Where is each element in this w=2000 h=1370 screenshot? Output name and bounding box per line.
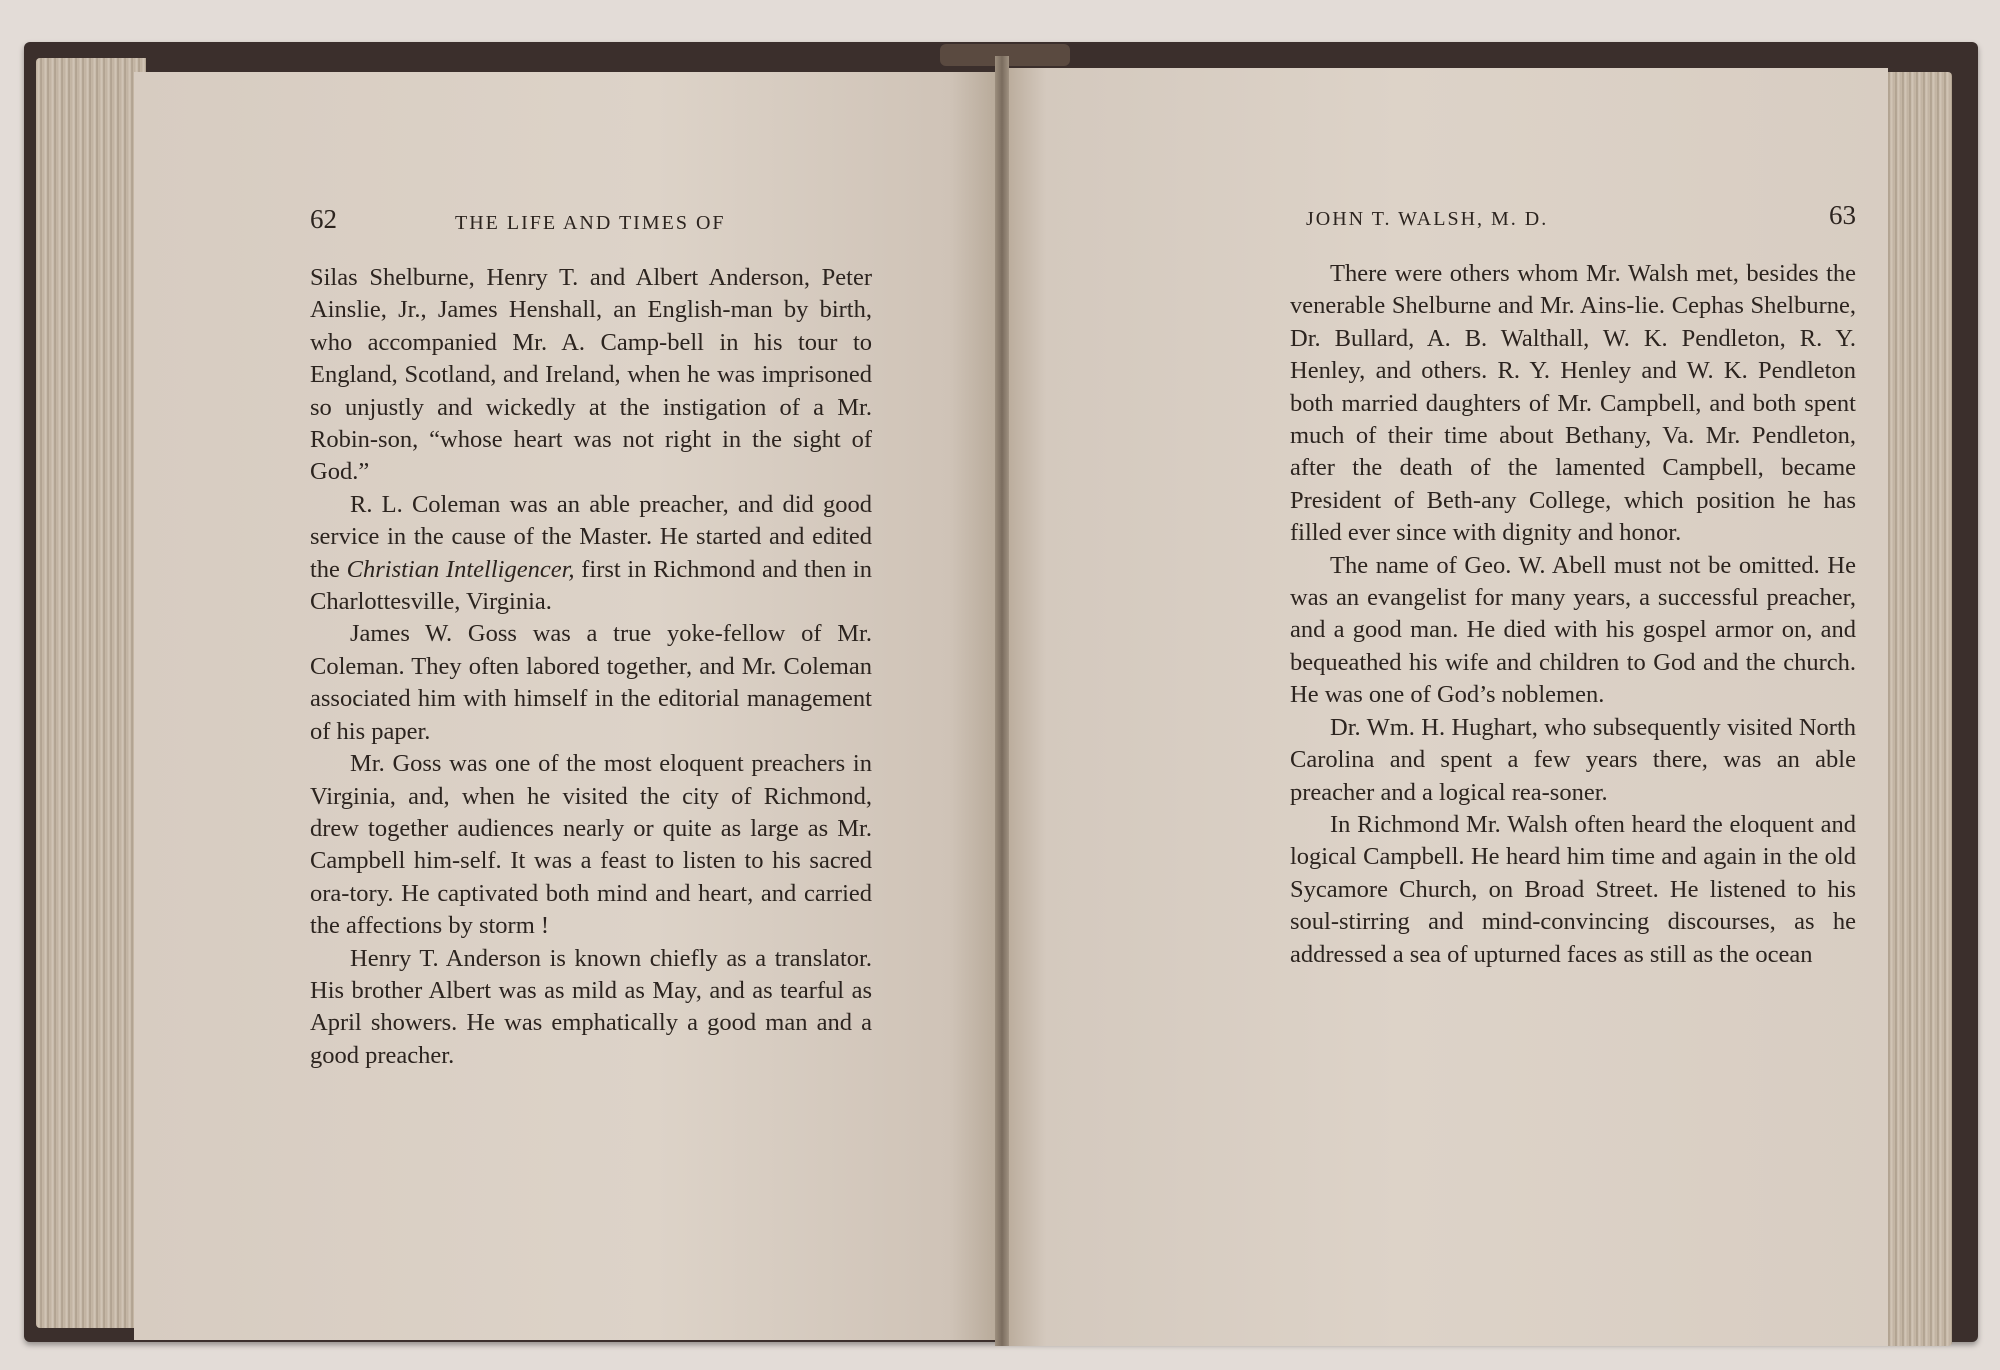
left-page <box>134 72 1002 1340</box>
page-edges-left <box>36 58 146 1328</box>
right-page-header <box>1306 200 1856 248</box>
left-paragraph-2-end: first in Richmond and then in Charlottesville, Virginia. <box>310 555 872 616</box>
left-page-number: 62 <box>310 204 337 234</box>
left-paragraph-3: James W. Goss was a true yoke-fellow of Mr. Coleman. They often labored together, and Mr. Coleman associated him with himself in the editorial management of his paper. <box>310 620 872 745</box>
right-paragraph-1: There were others whom Mr. Walsh met, besides the venerable Shelburne and Mr. Ains-lie. Cephas Shelburne, Dr. Bullard, A. B. Walthall, W. K. Pendleton, R. Y. Henley, and others. R. Y. Henley and W. K. Pendleton both married daughters of Mr. Campbell, and both spent much of their time about Bethany, Va. Mr. Pendleton, after the death of the lamented Campbell, became President of Beth-any College, which position he has filled ever since with dignity and honor. <box>1290 260 1856 547</box>
right-paragraph-4: In Richmond Mr. Walsh often heard the eloquent and logical Campbell. He heard him time and again in the old Sycamore Church, on Broad Street. He listened to his soul-stirring and mind-convincing discourses, as he addressed a sea of upturned faces as still as the ocean <box>1290 810 1856 968</box>
left-paragraph-1: Silas Shelburne, Henry T. and Albert Anderson, Peter Ainslie, Jr., James Henshall, an English-man by birth, who accompanied Mr. A. Camp-bell in his tour to England, Scotland, and Ireland, when he was imprisoned so unjustly and wickedly at the instigation of a Mr. Robin-son, “whose heart was not right in the sight of God.” <box>310 264 872 486</box>
right-paragraph-2: The name of Geo. W. Abell must not be omitted. He was an evangelist for many years, a successful preacher, and a good man. He died with his gospel armor on, and bequeathed his wife and children to God and the church. He was one of God’s noblemen. <box>1290 551 1856 709</box>
left-paragraph-5: Henry T. Anderson is known chiefly as a translator. His brother Albert was as mild as May, and as tearful as April showers. He was emphatically a good man and a good preacher. <box>310 944 872 1069</box>
right-running-head: JOHN T. WALSH, M. D. <box>1306 208 1549 230</box>
left-paragraph-2 <box>310 489 872 619</box>
left-page-header <box>310 204 834 252</box>
right-paragraph-3: Dr. Wm. H. Hughart, who subsequently visited North Carolina and spent a few years there, was an able preacher and a logical rea-soner. <box>1290 713 1856 806</box>
page-edges-right <box>1880 72 1952 1346</box>
left-running-head: THE LIFE AND TIMES OF <box>455 212 726 234</box>
left-page-text <box>310 262 872 1072</box>
right-page <box>1002 68 1888 1346</box>
book-gutter <box>995 56 1009 1346</box>
left-paragraph-4: Mr. Goss was one of the most eloquent preachers in Virginia, and, when he visited the city of Richmond, drew together audiences nearly or quite as large as Mr. Campbell him-self. It was a feast to listen to his sacred ora-tory. He captivated both mind and heart, and carried the affections by storm ! <box>310 750 872 940</box>
italic-title: Christian Intelligencer, <box>346 555 575 583</box>
left-paragraph-2-start: R. L. Coleman was an able preacher, and did good service in the cause of the Master. He started and edited the <box>310 490 872 583</box>
right-page-text <box>1290 258 1856 971</box>
right-page-number: 63 <box>1829 200 1856 230</box>
